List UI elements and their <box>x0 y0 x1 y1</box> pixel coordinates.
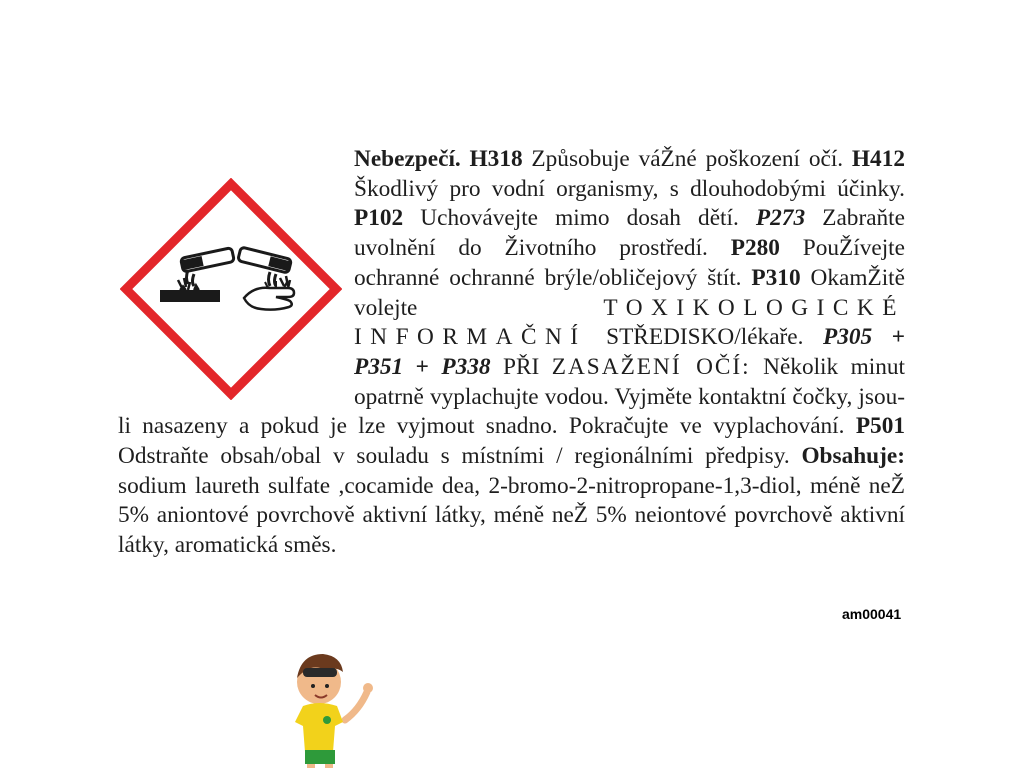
h318-text: Způsobuje váŽné poškození očí. <box>531 146 844 172</box>
p501-text: Odstraňte obsah/obal v souladu s místními / regionálními předpisy. <box>118 443 790 470</box>
contains-text: sodium laureth sulfate ,cocamide dea, 2-bromo-2-nitropropane-1,3-diol, méně neŽ 5% aniontové povrchově aktivní látky, méně neŽ 5% neiontové povrchově aktivní látky, aromatická směs. <box>118 472 905 559</box>
p305-tracked-text: ZASAŽENÍ OČÍ: <box>551 353 751 380</box>
p102-code: P102 <box>354 205 404 232</box>
p338-code: P338 <box>441 353 491 380</box>
pictogram-spacer <box>118 145 354 412</box>
p280-code: P280 <box>730 235 780 262</box>
p273-text: Zabraňte uvolnění do Životního prostředí. <box>354 205 905 262</box>
p102-text: Uchovávejte mimo dosah dětí. <box>420 205 739 232</box>
plus-sign: + <box>891 324 906 351</box>
signal-word: Nebezpečí. <box>354 146 461 172</box>
p310-text-end: STŘEDISKO/lékaře. <box>606 324 804 351</box>
h412-code: H412 <box>851 146 905 172</box>
p305-code: P305 <box>823 324 873 351</box>
product-code: am00041 <box>842 606 902 622</box>
p310-code: P310 <box>751 264 801 291</box>
p310-text: OkamŽitě volejte <box>354 264 905 321</box>
p310-tracked-text: TOXIKOLOGICKÉ INFORMAČNÍ <box>354 294 905 351</box>
p351-code: P351 <box>354 353 404 380</box>
p305-text: PŘI <box>503 353 540 380</box>
plus-sign: + <box>415 353 429 380</box>
contains-label: Obsahuje: <box>801 443 905 470</box>
p273-code: P273 <box>755 205 806 232</box>
h412-text: Škodlivý pro vodní organismy, s dlouhodobými účinky. <box>354 175 905 202</box>
h318-code: H318 <box>469 146 523 172</box>
p280-text: PouŽívejte ochranné ochranné brýle/obličejový štít. <box>354 235 905 291</box>
hazard-statement-block <box>118 145 905 561</box>
p501-code: P501 <box>855 413 905 440</box>
mascot-boy-icon <box>283 650 383 768</box>
p305-text-end: Několik minut opatrně vyplachujte vodou. Vyjměte kontaktní čočky, jsou-li nasazeny a pokud je lze vyjmout snadno. Pokračujte ve vyplachování. <box>118 353 905 440</box>
